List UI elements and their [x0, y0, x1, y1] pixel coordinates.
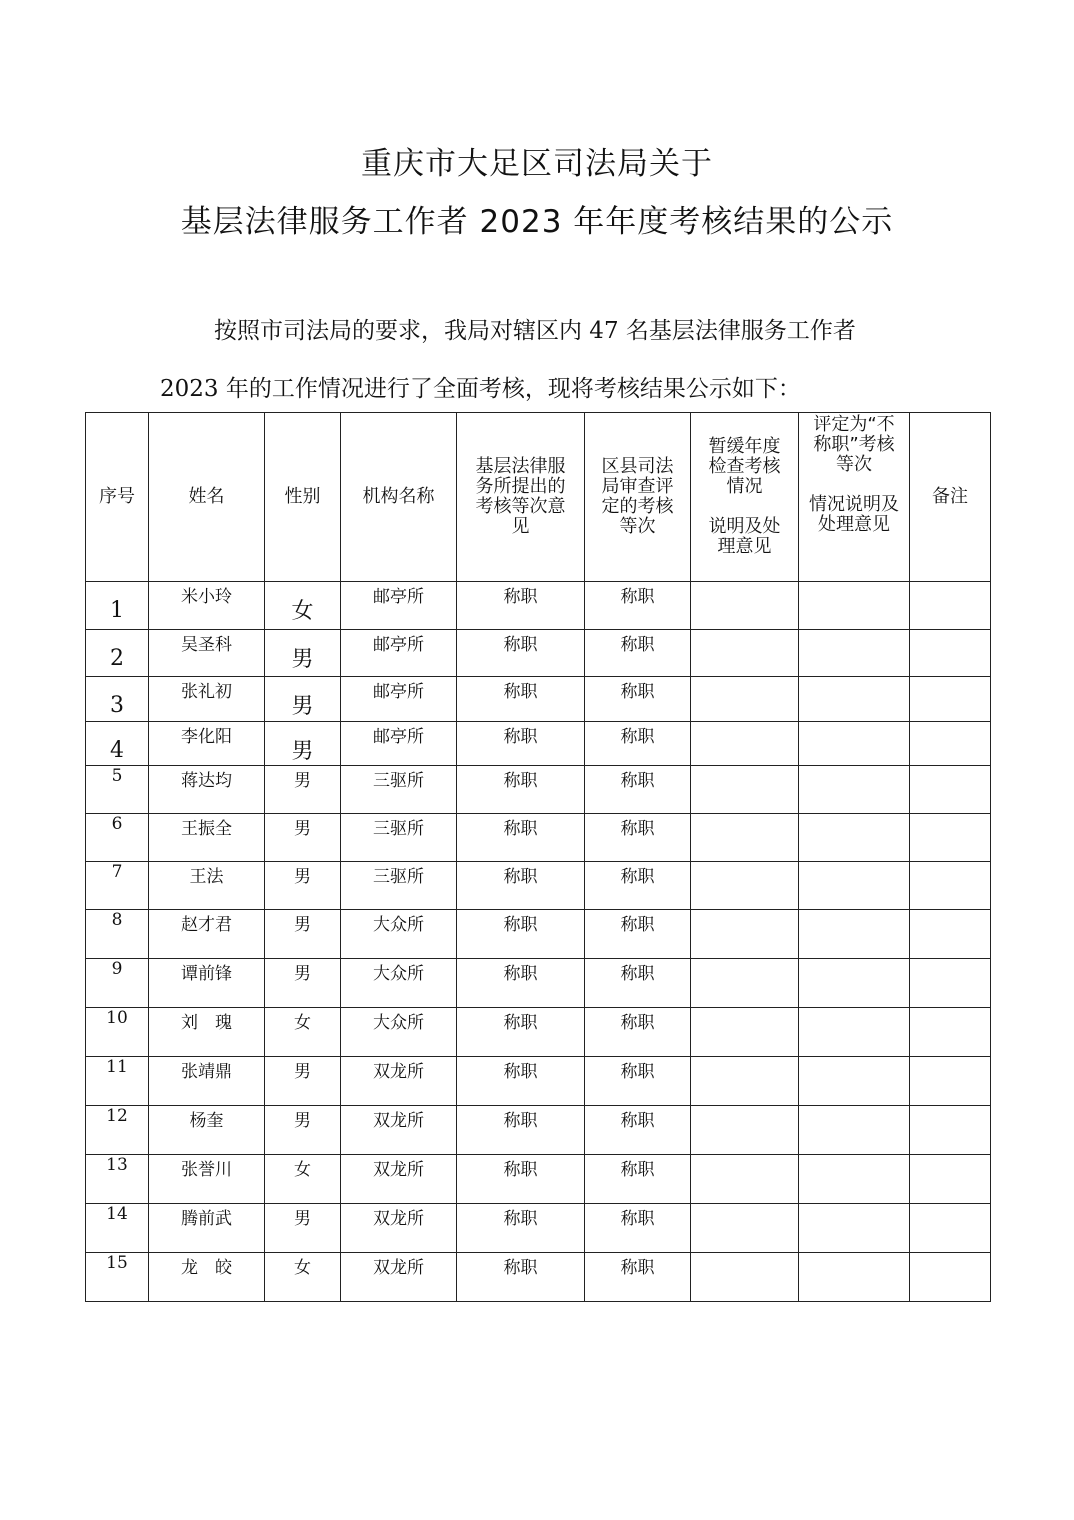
cell-name: 张靖鼎 [149, 1057, 265, 1106]
cell-review: 称职 [585, 582, 691, 630]
cell-opinion: 称职 [457, 722, 585, 766]
notice-title-line-1: 重庆市大足区司法局关于 [361, 146, 713, 182]
table-row [86, 814, 991, 862]
cell-note [910, 1106, 991, 1155]
cell-defer [691, 814, 799, 862]
cell-name: 张誉川 [149, 1155, 265, 1204]
table-row [86, 582, 991, 630]
table-row [86, 766, 991, 814]
table-row [86, 1155, 991, 1204]
cell-no: 13 [86, 1155, 149, 1204]
cell-unfit [799, 1204, 910, 1253]
cell-review: 称职 [585, 1204, 691, 1253]
cell-sex: 女 [265, 582, 341, 630]
cell-note [910, 630, 991, 677]
cell-opinion: 称职 [457, 1106, 585, 1155]
cell-name: 王法 [149, 862, 265, 910]
cell-note [910, 766, 991, 814]
assessment-results-table [85, 412, 991, 1302]
header-org: 机构名称 [341, 413, 457, 582]
cell-review: 称职 [585, 910, 691, 959]
cell-opinion: 称职 [457, 1008, 585, 1057]
cell-org: 双龙所 [341, 1204, 457, 1253]
cell-name: 腾前武 [149, 1204, 265, 1253]
cell-unfit [799, 677, 910, 722]
cell-sex: 男 [265, 910, 341, 959]
cell-defer [691, 1204, 799, 1253]
header-name: 姓名 [149, 413, 265, 582]
cell-defer [691, 959, 799, 1008]
cell-defer [691, 630, 799, 677]
cell-opinion: 称职 [457, 910, 585, 959]
cell-org: 大众所 [341, 910, 457, 959]
cell-org: 双龙所 [341, 1155, 457, 1204]
cell-defer [691, 862, 799, 910]
cell-unfit [799, 910, 910, 959]
cell-no: 5 [86, 766, 149, 814]
cell-sex: 男 [265, 1057, 341, 1106]
intro-line-2: 2023 年的工作情况进行了全面考核，现将考核结果公示如下： [160, 376, 801, 402]
cell-note [910, 1253, 991, 1302]
cell-no: 9 [86, 959, 149, 1008]
cell-sex: 男 [265, 722, 341, 766]
cell-org: 邮亭所 [341, 677, 457, 722]
cell-note [910, 677, 991, 722]
cell-opinion: 称职 [457, 677, 585, 722]
cell-sex: 男 [265, 766, 341, 814]
cell-review: 称职 [585, 1008, 691, 1057]
cell-sex: 女 [265, 1155, 341, 1204]
cell-review: 称职 [585, 1253, 691, 1302]
cell-defer [691, 1057, 799, 1106]
cell-org: 邮亭所 [341, 582, 457, 630]
cell-unfit [799, 814, 910, 862]
cell-sex: 男 [265, 677, 341, 722]
table-row [86, 1106, 991, 1155]
header-office-opinion: 基层法律服务所提出的考核等次意见 [457, 413, 585, 582]
cell-defer [691, 1106, 799, 1155]
header-unfit-rating: 评定为“不称职”考核等次 情况说明及处理意见 [799, 413, 910, 582]
cell-review: 称职 [585, 1106, 691, 1155]
table-row [86, 677, 991, 722]
cell-name: 李化阳 [149, 722, 265, 766]
cell-unfit [799, 1253, 910, 1302]
cell-no: 4 [86, 722, 149, 766]
cell-no: 2 [86, 630, 149, 677]
cell-no: 6 [86, 814, 149, 862]
cell-opinion: 称职 [457, 1204, 585, 1253]
cell-no: 10 [86, 1008, 149, 1057]
cell-opinion: 称职 [457, 1253, 585, 1302]
table-row [86, 959, 991, 1008]
cell-org: 三驱所 [341, 862, 457, 910]
intro-line-1: 按照市司法局的要求，我局对辖区内 47 名基层法律服务工作者 [214, 318, 856, 344]
table-row [86, 1204, 991, 1253]
cell-name: 王振全 [149, 814, 265, 862]
cell-org: 三驱所 [341, 814, 457, 862]
table-row [86, 1057, 991, 1106]
cell-note [910, 862, 991, 910]
cell-review: 称职 [585, 862, 691, 910]
cell-org: 双龙所 [341, 1253, 457, 1302]
cell-no: 12 [86, 1106, 149, 1155]
cell-no: 7 [86, 862, 149, 910]
cell-org: 大众所 [341, 959, 457, 1008]
cell-defer [691, 1008, 799, 1057]
cell-defer [691, 1155, 799, 1204]
cell-opinion: 称职 [457, 766, 585, 814]
cell-no: 15 [86, 1253, 149, 1302]
cell-no: 11 [86, 1057, 149, 1106]
cell-name: 刘 瑰 [149, 1008, 265, 1057]
cell-note [910, 1155, 991, 1204]
cell-opinion: 称职 [457, 862, 585, 910]
cell-note [910, 1204, 991, 1253]
cell-sex: 男 [265, 959, 341, 1008]
header-remarks: 备注 [910, 413, 991, 582]
cell-org: 双龙所 [341, 1057, 457, 1106]
cell-no: 1 [86, 582, 149, 630]
cell-name: 谭前锋 [149, 959, 265, 1008]
cell-defer [691, 582, 799, 630]
cell-no: 14 [86, 1204, 149, 1253]
cell-review: 称职 [585, 814, 691, 862]
cell-defer [691, 1253, 799, 1302]
cell-note [910, 959, 991, 1008]
cell-defer [691, 677, 799, 722]
header-sex: 性别 [265, 413, 341, 582]
cell-note [910, 722, 991, 766]
header-index: 序号 [86, 413, 149, 582]
cell-review: 称职 [585, 1155, 691, 1204]
cell-unfit [799, 1106, 910, 1155]
cell-org: 邮亭所 [341, 722, 457, 766]
cell-no: 8 [86, 910, 149, 959]
cell-org: 邮亭所 [341, 630, 457, 677]
table-header-row [86, 413, 991, 582]
cell-sex: 女 [265, 1253, 341, 1302]
cell-name: 蒋达均 [149, 766, 265, 814]
cell-review: 称职 [585, 959, 691, 1008]
cell-sex: 男 [265, 862, 341, 910]
cell-unfit [799, 722, 910, 766]
cell-unfit [799, 1057, 910, 1106]
table-row [86, 630, 991, 677]
cell-review: 称职 [585, 722, 691, 766]
cell-sex: 男 [265, 1204, 341, 1253]
cell-org: 大众所 [341, 1008, 457, 1057]
cell-org: 双龙所 [341, 1106, 457, 1155]
cell-defer [691, 766, 799, 814]
cell-note [910, 814, 991, 862]
cell-opinion: 称职 [457, 959, 585, 1008]
cell-opinion: 称职 [457, 1057, 585, 1106]
cell-name: 米小玲 [149, 582, 265, 630]
cell-name: 杨奎 [149, 1106, 265, 1155]
header-deferred-check: 暂缓年度检查考核情况 说明及处理意见 [691, 413, 799, 582]
cell-sex: 男 [265, 1106, 341, 1155]
table-row [86, 1253, 991, 1302]
cell-unfit [799, 766, 910, 814]
cell-review: 称职 [585, 630, 691, 677]
cell-opinion: 称职 [457, 582, 585, 630]
cell-unfit [799, 1155, 910, 1204]
cell-name: 龙 皎 [149, 1253, 265, 1302]
notice-title-line-2: 基层法律服务工作者 2023 年年度考核结果的公示 [180, 204, 894, 240]
cell-sex: 女 [265, 1008, 341, 1057]
table-row [86, 722, 991, 766]
table-row [86, 862, 991, 910]
cell-opinion: 称职 [457, 630, 585, 677]
cell-note [910, 582, 991, 630]
cell-opinion: 称职 [457, 814, 585, 862]
table-row [86, 910, 991, 959]
header-bureau-review: 区县司法局审查评定的考核等次 [585, 413, 691, 582]
cell-name: 赵才君 [149, 910, 265, 959]
cell-no: 3 [86, 677, 149, 722]
cell-note [910, 1008, 991, 1057]
cell-opinion: 称职 [457, 1155, 585, 1204]
cell-unfit [799, 1008, 910, 1057]
cell-note [910, 1057, 991, 1106]
cell-sex: 男 [265, 814, 341, 862]
table-row [86, 1008, 991, 1057]
cell-defer [691, 722, 799, 766]
cell-unfit [799, 630, 910, 677]
cell-org: 三驱所 [341, 766, 457, 814]
cell-unfit [799, 862, 910, 910]
cell-note [910, 910, 991, 959]
cell-unfit [799, 582, 910, 630]
cell-defer [691, 910, 799, 959]
cell-sex: 男 [265, 630, 341, 677]
cell-review: 称职 [585, 766, 691, 814]
cell-review: 称职 [585, 677, 691, 722]
cell-name: 吴圣科 [149, 630, 265, 677]
cell-name: 张礼初 [149, 677, 265, 722]
cell-review: 称职 [585, 1057, 691, 1106]
cell-unfit [799, 959, 910, 1008]
